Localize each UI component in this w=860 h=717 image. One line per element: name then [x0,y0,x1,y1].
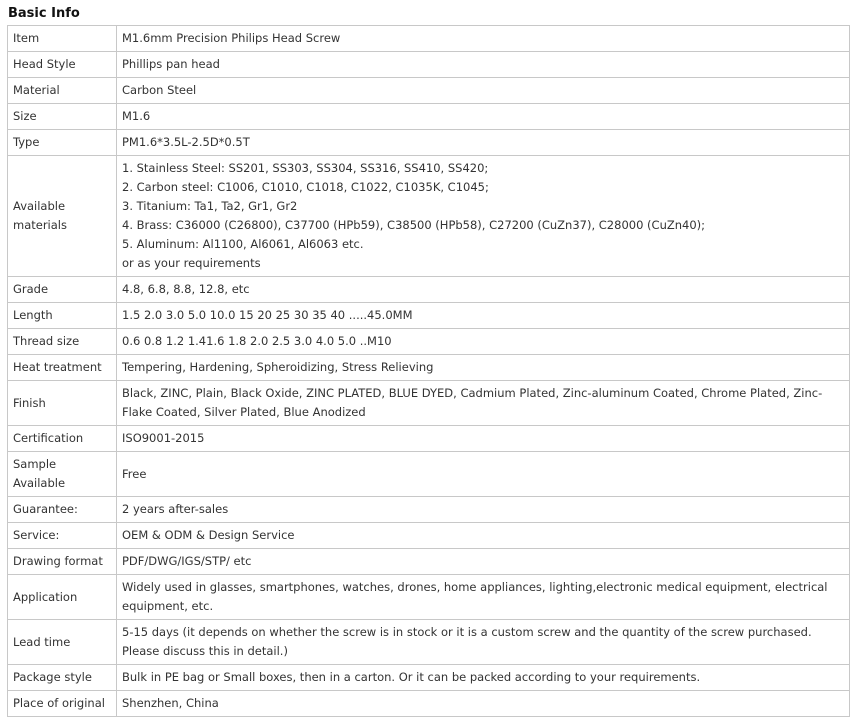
row-value-line: 1. Stainless Steel: SS201, SS303, SS304, SS316, SS410, SS420; [122,161,489,175]
row-value-line: 1.5 2.0 3.0 5.0 10.0 15 20 25 30 35 40 .....45.0MM [122,308,413,322]
row-label: Application [8,575,117,620]
table-row [8,78,850,104]
row-value [117,277,850,303]
row-label: Item [8,26,117,52]
row-value-line: Bulk in PE bag or Small boxes, then in a carton. Or it can be packed according to your requirements. [122,670,701,684]
row-label: Service: [8,523,117,549]
row-value-line: ISO9001-2015 [122,431,205,445]
row-value-line: 3. Titanium: Ta1, Ta2, Gr1, Gr2 [122,199,298,213]
row-value-line: 5. Aluminum: Al1100, Al6061, Al6063 etc. [122,237,364,251]
row-value [117,130,850,156]
row-value-line: 2 years after-sales [122,502,229,516]
table-row [8,303,850,329]
row-label: Guarantee: [8,497,117,523]
table-row [8,329,850,355]
row-value-line: Free [122,466,147,481]
row-label: Place of original [8,691,117,717]
row-label: Type [8,130,117,156]
row-value [117,691,850,717]
row-value-line: M1.6 [122,109,151,123]
row-value [117,452,850,497]
row-value [117,497,850,523]
row-label: Head Style [8,52,117,78]
row-value-line: 5-15 days (it depends on whether the screw is in stock or it is a custom screw and the quantity of the screw purchased. Please discuss this in detail.) [122,625,812,658]
table-row [8,452,850,497]
table-row [8,575,850,620]
row-label: Thread size [8,329,117,355]
row-value-line: or as your requirements [122,256,261,270]
row-value [117,665,850,691]
row-label: Sample Available [8,452,117,497]
row-value-line: Black, ZINC, Plain, Black Oxide, ZINC PLATED, BLUE DYED, Cadmium Plated, Zinc-aluminum Coated, Chrome Plated, Zinc-Flake Coated, Silver Plated, Blue Anodized [122,386,823,419]
table-row [8,130,850,156]
table-row [8,104,850,130]
table-row [8,497,850,523]
row-value [117,303,850,329]
table-row [8,549,850,575]
table-row [8,277,850,303]
row-label: Package style [8,665,117,691]
row-value-line: 4.8, 6.8, 8.8, 12.8, etc [122,282,250,296]
table-row [8,620,850,665]
row-value [117,549,850,575]
row-value-line: PM1.6*3.5L-2.5D*0.5T [122,135,250,149]
table-row [8,426,850,452]
row-value [117,355,850,381]
row-label: Drawing format [8,549,117,575]
row-label: Material [8,78,117,104]
row-label: Certification [8,426,117,452]
row-label: Size [8,104,117,130]
row-value [117,104,850,130]
row-value-line: 2. Carbon steel: C1006, C1010, C1018, C1022, C1035K, C1045; [122,180,489,194]
row-value-line: Tempering, Hardening, Spheroidizing, Stress Relieving [122,360,434,374]
row-value [117,329,850,355]
row-value-line: OEM & ODM & Design Service [122,528,295,542]
row-label: Length [8,303,117,329]
row-label: Finish [8,381,117,426]
row-label: Heat treatment [8,355,117,381]
row-value [117,381,850,426]
table-row [8,691,850,717]
section-title: Basic Info [8,6,80,21]
row-value [117,620,850,665]
table-row [8,665,850,691]
row-value-line: Carbon Steel [122,83,197,97]
table-row [8,381,850,426]
row-value-line: Widely used in glasses, smartphones, watches, drones, home appliances, lighting,electronic medical equipment, electrical equipment, etc. [122,580,828,613]
table-row [8,52,850,78]
spec-table-body [8,26,850,717]
row-value-line: 0.6 0.8 1.2 1.41.6 1.8 2.0 2.5 3.0 4.0 5.0 ..M10 [122,334,392,348]
table-row [8,26,850,52]
row-value-line: Shenzhen, China [122,696,219,710]
row-value [117,26,850,52]
table-row [8,355,850,381]
row-value [117,78,850,104]
row-value [117,426,850,452]
table-row [8,156,850,277]
row-label: Lead time [8,620,117,665]
row-value-line: M1.6mm Precision Philips Head Screw [122,31,341,45]
row-label: Available materials [8,156,117,277]
table-row [8,523,850,549]
row-value [117,575,850,620]
row-value-line: Phillips pan head [122,57,220,71]
row-label: Grade [8,277,117,303]
row-value [117,52,850,78]
spec-table [7,25,850,717]
row-value-line: PDF/DWG/IGS/STP/ etc [122,554,252,568]
row-value [117,156,850,277]
row-value [117,523,850,549]
row-value-line: 4. Brass: C36000 (C26800), C37700 (HPb59), C38500 (HPb58), C27200 (CuZn37), C28000 (CuZn40); [122,218,706,232]
